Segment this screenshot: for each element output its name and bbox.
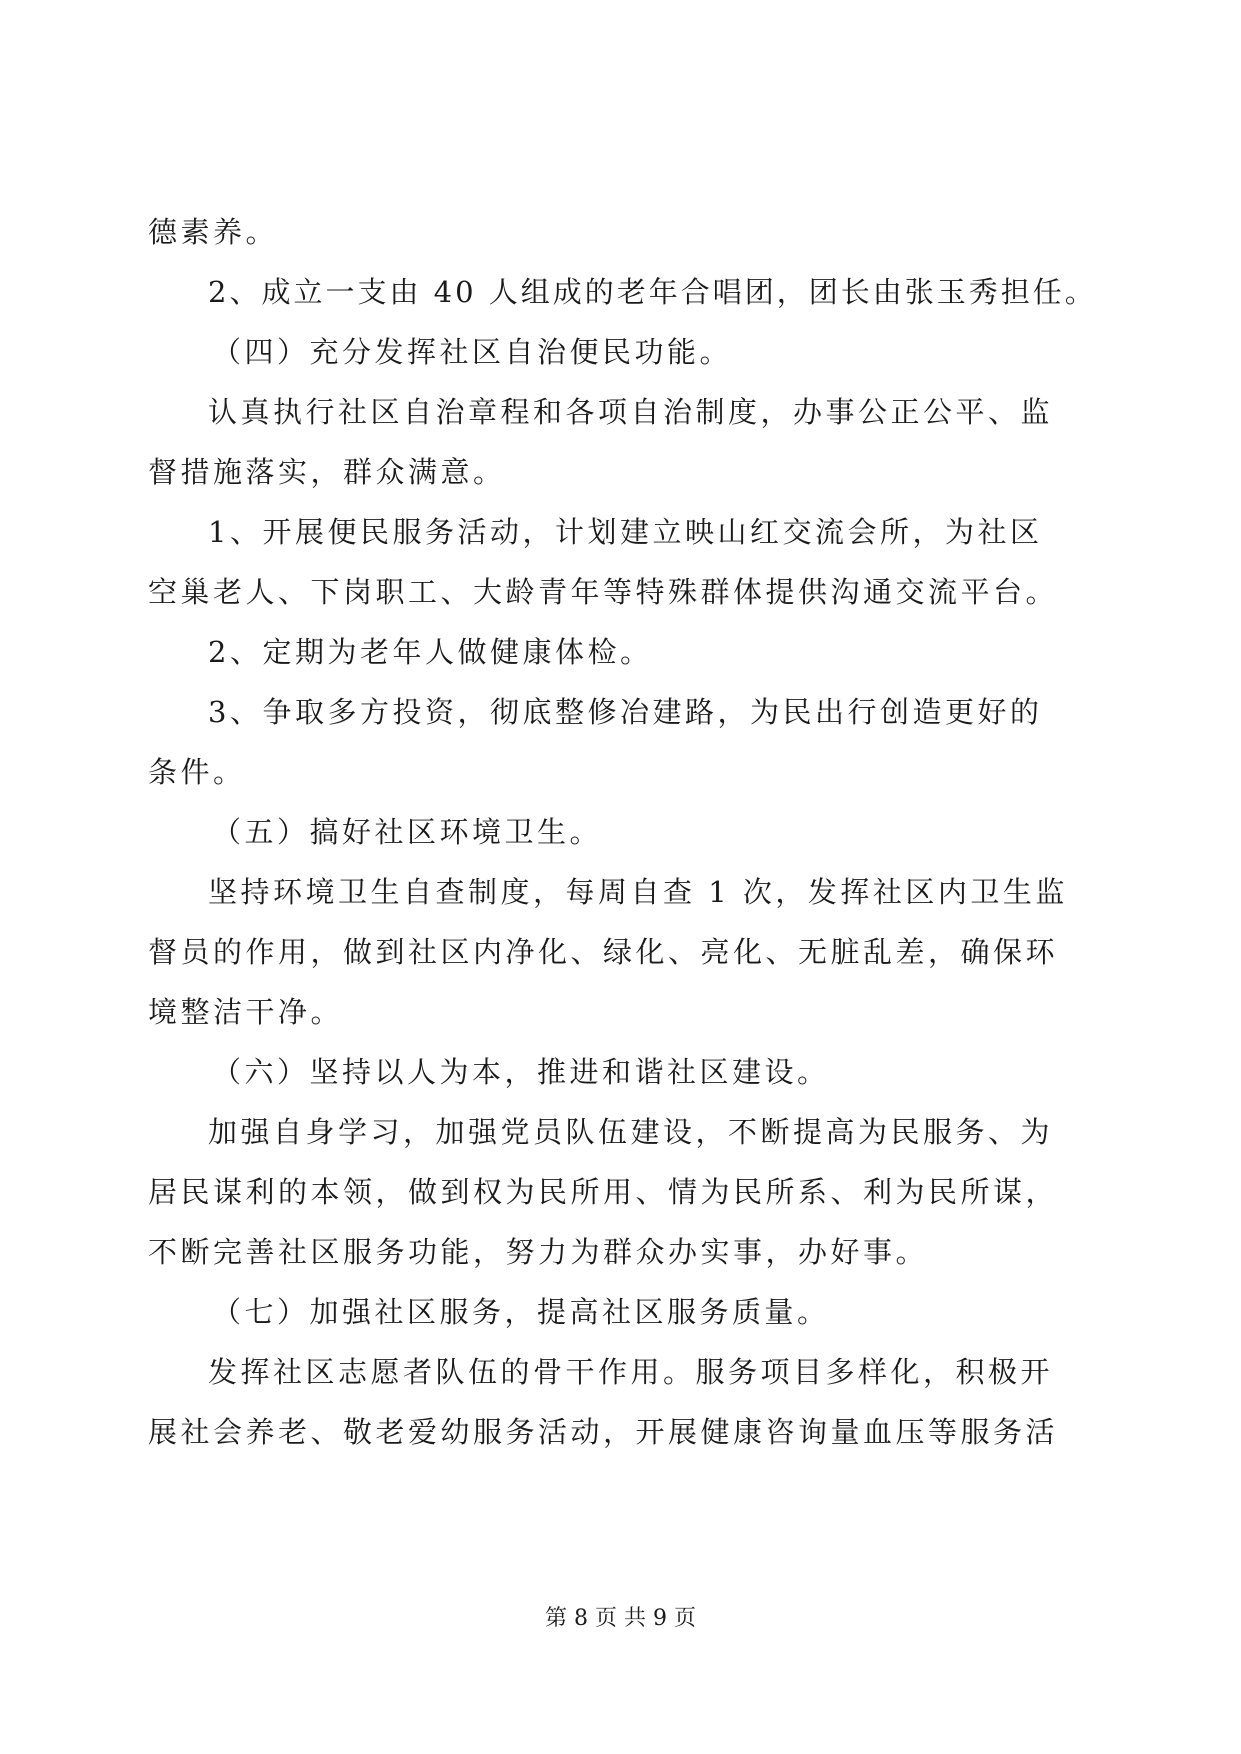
section-heading: （五）搞好社区环境卫生。 bbox=[212, 815, 603, 849]
paragraph-line: 居民谋利的本领，做到权为民所用、情为民所系、利为民所谋， bbox=[148, 1175, 1059, 1209]
paragraph-line: 3、争取多方投资，彻底整修冶建路，为民出行创造更好的 bbox=[208, 695, 1043, 729]
section-heading: （七）加强社区服务，提高社区服务质量。 bbox=[212, 1295, 830, 1329]
paragraph-line: 2、定期为老年人做健康体检。 bbox=[208, 635, 653, 669]
paragraph-line: 督员的作用，做到社区内净化、绿化、亮化、无脏乱差，确保环 bbox=[148, 935, 1059, 969]
paragraph-line: 条件。 bbox=[148, 755, 246, 789]
paragraph-line: 督措施落实，群众满意。 bbox=[148, 455, 506, 489]
paragraph-line: 认真执行社区自治章程和各项自治制度，办事公正公平、监 bbox=[208, 395, 1054, 429]
paragraph-line: 展社会养老、敬老爱幼服务活动，开展健康咨询量血压等服务活 bbox=[148, 1415, 1059, 1449]
paragraph-line: 不断完善社区服务功能，努力为群众办实事，办好事。 bbox=[148, 1235, 929, 1269]
paragraph-line: 坚持环境卫生自查制度，每周自查 1 次，发挥社区内卫生监 bbox=[208, 875, 1068, 909]
section-heading: （四）充分发挥社区自治便民功能。 bbox=[212, 335, 733, 369]
paragraph-line: 加强自身学习，加强党员队伍建设，不断提高为民服务、为 bbox=[208, 1115, 1054, 1149]
section-heading: （六）坚持以人为本，推进和谐社区建设。 bbox=[212, 1055, 830, 1089]
paragraph-line: 境整洁干净。 bbox=[148, 995, 344, 1029]
paragraph-line: 2、成立一支由 40 人组成的老年合唱团，团长由张玉秀担任。 bbox=[208, 275, 1097, 309]
paragraph-line: 1、开展便民服务活动，计划建立映山红交流会所，为社区 bbox=[208, 515, 1043, 549]
paragraph-line: 德素养。 bbox=[148, 215, 279, 249]
page-number-footer: 第 8 页 共 9 页 bbox=[545, 1606, 696, 1631]
paragraph-line: 空巢老人、下岗职工、大龄青年等特殊群体提供沟通交流平台。 bbox=[148, 575, 1059, 609]
paragraph-line: 发挥社区志愿者队伍的骨干作用。服务项目多样化，积极开 bbox=[208, 1355, 1054, 1389]
